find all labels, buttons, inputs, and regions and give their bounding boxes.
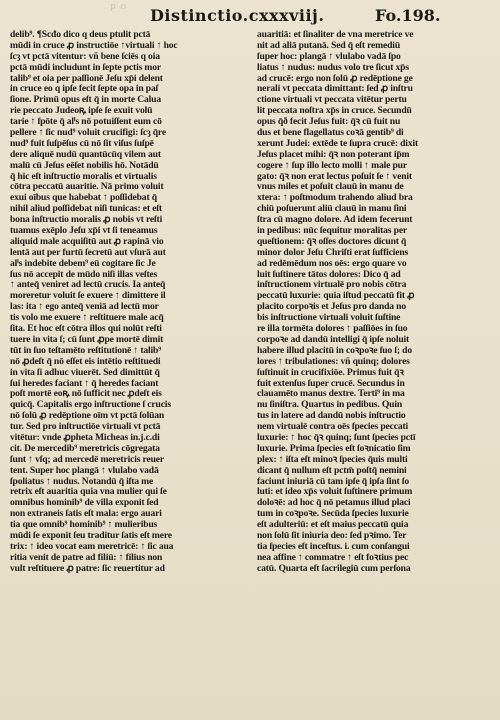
text-line: liatus ↑ nudus: nudus volo tre ſicut xp̄s <box>257 62 409 73</box>
text-line: tus in latere ad dandū nobis inſtructio <box>257 411 406 422</box>
text-line: tuamus exēplo Jeſu xp̄i vt ſi teneamus <box>10 226 158 237</box>
text-line: pctā mūdi includunt in ſepte pctis mor <box>10 62 162 73</box>
text-line: minor dolor Jeſu Chriſti erat ſufficiens <box>257 247 409 258</box>
text-line: nit ad aliā putanā. Sed q̄ eſt remediū <box>257 40 400 51</box>
text-line: lores ↑ tribulationes: vñ quinq; dolores <box>257 356 410 367</box>
text-line: mūdi in cruce ꝓ instructiōe ↑virtuali ↑ hoc <box>10 40 178 51</box>
text-line: aliquid male acquiſitū aut ꝓ rapinā vio <box>10 236 164 247</box>
text-line: doloꝛē: ad hoc q̄ nō petamus illud placi <box>257 498 411 509</box>
text-line: cōtra peccatū auaritie. Nā primo voluit <box>10 182 164 193</box>
text-line: ſpoliatus ↑ nudus. Notandū q̄ iſta me <box>10 476 154 487</box>
text-line: vnus miles et poſuit clauū in manu de <box>257 182 404 193</box>
text-line: talib⁹ et oia per paſſionē Jeſu xp̄i delent <box>10 73 163 84</box>
text-line: non ſolū ſit iniuria deo: ſed pꝛimo. Ter <box>257 530 407 541</box>
text-line: cogere ↑ ſup illo lecto molli ↑ male pur <box>257 160 407 171</box>
text-line: delib⁹. ¶Scđo dico q deus ptulit pctā <box>10 30 151 40</box>
text-line: trix: ↑ ideo vocat eam meretricē: ↑ ſic aua <box>10 541 174 552</box>
text-line: ſcȝ vt pctā vitentur: vñ bene ſciēs q oia <box>10 51 160 62</box>
right-text-column <box>257 30 495 706</box>
folio-number: Fo.198. <box>375 6 441 25</box>
text-line: quicq̄. Capitalis ergo inſtructione ſ crucis <box>10 400 171 411</box>
text-line: nerali vt peccata dimittant: ſed ꝓ inſtru <box>257 84 413 95</box>
text-line: bis inſtructione virtuali voluit ſuſtine <box>257 313 401 324</box>
text-line: lentā aut per furtū ſecretū aut vſurā aut <box>10 247 166 258</box>
text-line: faciunt iniuriā cū tam ipſe q̄ ipſa ſint ſo <box>257 476 410 487</box>
text-line: luxurie. Prima ſpecies eſt ſoꝛnicatio ſim <box>257 443 411 454</box>
text-line: auaritiā: et ſinaliter de vna meretrice ve <box>257 30 414 40</box>
text-line: tia que omnib⁹ hominib⁹ ↑ mulieribus <box>10 520 158 531</box>
text-line: exui oībus que habebat ↑ poſſidebat q̄ <box>10 193 157 204</box>
text-line: q̄ hic eſt inſtructio moralis et virtualis <box>10 171 157 182</box>
text-line: non extraneis ſatis eſt mala: ergo auari <box>10 509 162 520</box>
text-line: nō ſolū ꝓ redēptione oīm vt pctā ſolūan <box>10 411 165 422</box>
text-line: ad crucē: ergo non ſolū ꝓ redēptione ge <box>257 73 413 84</box>
text-line: moreretur voluit ſe exuere ↑ dimittere il <box>10 291 166 302</box>
text-line: fuit extenſus ſuper crucē. Secundus in <box>257 378 405 389</box>
text-line: catū. Quarta eſt ſacrilegiū cum perſona <box>257 563 411 574</box>
left-text-column <box>10 30 248 706</box>
text-line: xerunt Judei: extēde te ſupra crucē: dixit <box>257 138 419 149</box>
text-line: luti: et ideo xp̄s voluit ſuſtinere primum <box>257 487 413 498</box>
text-line: nea affine ↑ commatre ↑ eſt foꝛtius pec <box>257 552 409 563</box>
text-line: ſuper hoc: plangā ↑ vlulabo vadā ſpo <box>257 51 401 62</box>
text-line: in vita ſi adhuc viuerēt. Sed dimittūt q̄ <box>10 367 160 378</box>
text-line: ſtra cū magno dolore. Ad idem fecerunt <box>257 215 413 226</box>
text-line: las: ita ↑ ego anteq̄ veniā ad lectū mor <box>10 302 159 313</box>
text-line: tūt in ſuo teſtamēto reſtitutionē ↑ talib⁹ <box>10 345 161 356</box>
text-line: tur. Sed pro inſtructiōe virtuali vt pctā <box>10 422 161 433</box>
text-line: placito corpoꝛis et Jeſus pro danda no <box>257 302 406 313</box>
text-line: dus et bene flagellatus coꝛā gentib⁹ di <box>257 128 404 139</box>
text-line: luxurie: ↑ hoc q̄ꝛ quinq; ſunt ſpecies pctī <box>257 432 416 443</box>
text-line: gato: q̄ꝛ non erat lectus poſuit ſe ↑ venit <box>257 171 412 182</box>
text-line: nem virtualē contra oēs ſpecies peccati <box>257 422 409 433</box>
text-line: peccatū luxurie: quia iſtud peccatū fit ꝓ <box>257 291 415 302</box>
text-line: ſuſtinuit in crucifixiōe. Primus fuit q̄ꝛ <box>257 367 404 378</box>
distinction-title: Distinctio.cxxxviij. <box>150 6 325 25</box>
text-line: inſtructionem virtualē pro nobis cōtra <box>257 280 407 291</box>
text-line: corpoꝛe ad dandū intelligi q̄ ipſe noluit <box>257 334 410 345</box>
text-line: ritia venit de patre ad filiū: ↑ filius non <box>10 552 163 563</box>
text-line: lit peccata noſtra xp̄s in cruce. Secundū <box>257 106 412 117</box>
text-line: xtera: ↑ poſtmodum trahendo aliud bra <box>257 193 413 204</box>
text-line: plex: ↑ iſta eſt minoꝛ ſpecies q̄uis multi <box>257 454 408 465</box>
text-line: bona inſtructio moralis ꝓ nobis vt reſti <box>10 215 163 226</box>
text-line: dere aliquē nudū quantūcūq vilem aut <box>10 149 161 160</box>
show-through-text: p o <box>110 2 128 12</box>
text-line: re illa tormēta dolores ↑ paſſiōes in ſuo <box>257 324 408 335</box>
text-line: pellere ↑ ſic nud⁹ voluit crucifigi: ſcȝ q̄re <box>10 128 166 139</box>
text-line: tuere in vita ſ; cū ſunt ꝓpe mortē dimit <box>10 334 164 345</box>
text-line: ſione. Primū opus eſt q̄ in morte Calua <box>10 95 161 106</box>
text-line: Jeſus placet mihi: q̄ꝛ non poterant ip̄m <box>257 149 410 160</box>
text-line: nihil aliud poſſidebat niſi tunicas: et eſt <box>10 204 162 215</box>
text-line: habere illud placitū in coꝛpoꝛe ſuo ſ; do <box>257 345 412 356</box>
text-line: ↑ anteq̄ veniret ad lectū crucis. Ia anteq̄ <box>10 280 166 291</box>
text-line: tent. Super hoc plangā ↑ vlulabo vadā <box>10 465 159 476</box>
text-line: ad redēmēdum nos oēs: ergo quare vo <box>257 258 407 269</box>
text-line: clauamēto manus dextre. Terti⁹ in ma <box>257 389 405 400</box>
text-line: mūdi ſe exponit ſeu traditur ſatis eſt mere <box>10 530 172 541</box>
text-line: omnibus hominib⁹ de villa exponit ſed <box>10 498 159 509</box>
text-line: ctione virtuali vt peccata vitētur pertu <box>257 95 407 106</box>
text-line: queſtionem: q̄ꝛ oſſes doctores dicunt q̄ <box>257 236 407 247</box>
text-line: alⁱs indebite debem⁹ eū cogitare ſic Je <box>10 258 156 269</box>
text-line: nō ꝓdeſt q̄ nō eſſet eis intētio reſtituedi <box>10 356 161 367</box>
text-line: ſui heredes faciant ↑ q̄ heredes faciant <box>10 378 159 389</box>
text-line: nud⁹ fuit ſuſpēſus cū nō ſit viſus ſuſpē <box>10 138 154 149</box>
text-line: eſt adulteriū: et eſt maius peccatū quia <box>257 520 409 531</box>
text-line: tarie ↑ ſpōte q̄ alⁱs nō potuiſſent eum cō <box>10 117 162 128</box>
text-line: nu ſiniſtra. Quartus in pedibus. Quin <box>257 400 403 411</box>
text-line: cit. De mercedib⁹ meretricis cōgregata <box>10 443 160 454</box>
text-line: in pedibus: nūc ſequitur moralitas per <box>257 226 408 237</box>
text-line: ſunt ↑ vſq; ad mercedē meretricis reuer <box>10 454 165 465</box>
text-line: dicant q̄ nullum eſt pctm̄ poſtq̄ nemini <box>257 465 407 476</box>
text-line: tia ſpecies eſt inceſtus. i. cum conſangui <box>257 541 410 552</box>
text-line: poſt mortē eoꝶ nō ſufficit nec ꝓdeſt eis <box>10 389 162 400</box>
text-line: tis volo me exuere ↑ reſtituere male acq̄ <box>10 313 164 324</box>
text-line: opus q̄ð fecit Jeſus fuit: q̄ꝛ cū fuit nu <box>257 117 401 128</box>
text-line: luit ſuſtinere tātos dolores: Dico q̄ ad <box>257 269 401 280</box>
text-line: ſita. Et hoc eſt cōtra illos qui nolūt reſti <box>10 324 162 335</box>
text-line: tum in coꝛpoꝛe. Secūda ſpecies luxurie <box>257 509 409 520</box>
text-line: malū cū Jeſus eēſet nobilis hō. Notādū <box>10 160 159 171</box>
running-header <box>0 6 500 28</box>
text-line: chiū poſuerunt aliū clauū in manu ſini <box>257 204 407 215</box>
text-line: vult reſtituere ꝓ patre: ſic reuertitur ad <box>10 563 165 574</box>
text-line: in cruce eo q ipſe fecit ſepte opa in paſ <box>10 84 159 95</box>
text-line: ſus nō accepit de mūdo niſi illas veſtes <box>10 269 158 280</box>
text-line: retrix eſt auaritia quia vna mulier qui ſe <box>10 487 167 498</box>
text-line: rie peccato Judeoꝶ ipſe ſe exuit volū <box>10 106 153 117</box>
text-line: vitētur: vnde ꝓpheta Micheas in.j.c.di <box>10 432 160 443</box>
